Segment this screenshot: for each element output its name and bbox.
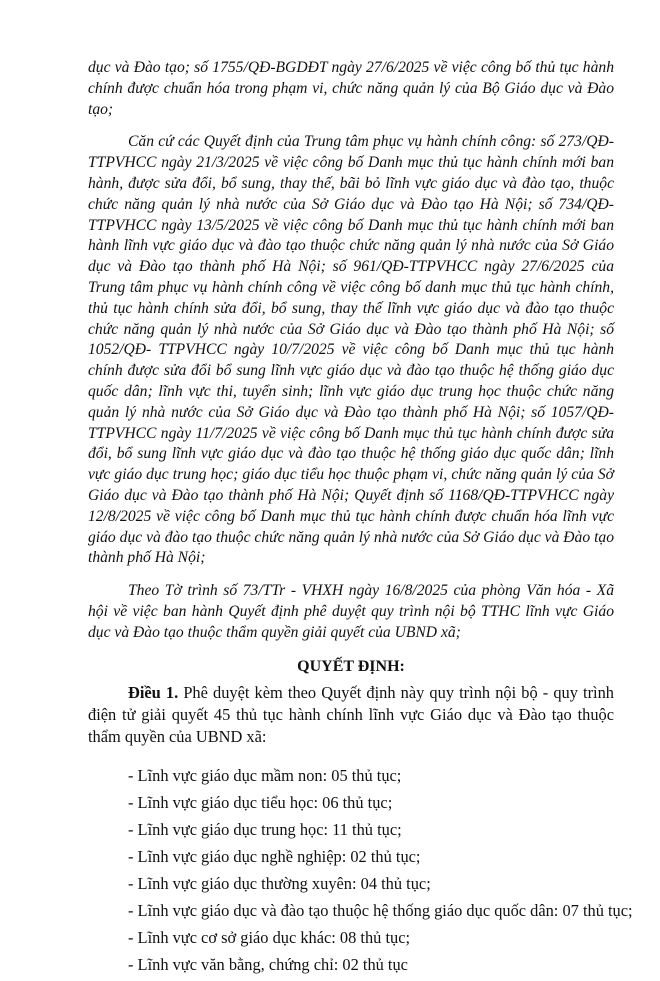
list-item: - Lĩnh vực văn bằng, chứng chỉ: 02 thủ tục	[128, 955, 408, 975]
list-item: - Lĩnh vực giáo dục nghề nghiệp: 02 thủ tục;	[128, 847, 421, 867]
list-item: - Lĩnh vực giáo dục tiểu học: 06 thủ tục;	[128, 793, 393, 813]
preamble-basis-decisions: Căn cứ các Quyết định của Trung tâm phục vụ hành chính công: số 273/QĐ-TTPVHCC ngày 21/3/2025 về việc công bố Danh mục thủ tục hành chính mới ban hành, được sửa đổi, bổ sung, thay thế, bãi bỏ lĩnh vực giáo dục và đào tạo, thuộc chức năng quản lý nhà nước của Sở Giáo dục và Đào tạo Hà Nội; số 734/QĐ- TTPVHCC ngày 13/5/2025 về việc công bố Danh mục thủ tục hành chính mới ban hành lĩnh vực giáo dục và đào tạo thuộc chức năng quản lý nhà nước của Sở Giáo dục và Đào tạo thành phố Hà Nội; số 961/QĐ-TTPVHCC ngày 27/6/2025 của Trung tâm phục vụ hành chính công về việc công bố danh mục thủ tục hành chính, thủ tục hành chính sửa đổi, bổ sung, thay thế lĩnh vực giáo dục và đào tạo thuộc chức năng quản lý nhà nước của Sở Giáo dục và Đào tạo thành phố Hà Nội; số 1052/QĐ- TTPVHCC ngày 10/7/2025 về việc công bố Danh mục thủ tục hành chính được sửa đổi bổ sung lĩnh vực giáo dục và đào tạo thuộc hệ thống giáo dục quốc dân; lĩnh vực thi, tuyển sinh; lĩnh vực giáo dục trung học thuộc chức năng quản lý nhà nước của Sở Giáo dục và Đào tạo thành phố Hà Nội; số 1057/QĐ-TTPVHCC ngày 11/7/2025 về việc công bố Danh mục thủ tục hành chính được sửa đổi, bổ sung lĩnh vực giáo dục và đào tạo thuộc hệ thống giáo dục quốc dân; lĩnh vực giáo dục trung học; giáo dục tiểu học thuộc phạm vi, chức năng quản lý của Sở Giáo dục và Đào tạo thành phố Hà Nội; Quyết định số 1168/QĐ-TTPVHCC ngày 12/8/2025 về việc công bố Danh mục thủ tục hành chính được chuẩn hóa lĩnh vực giáo dục và đào tạo thuộc chức năng quản lý nhà nước của Sở Giáo dục và Đào tạo thành phố Hà Nội;	[88, 133, 614, 567]
article-1-label: Điều 1.	[128, 682, 179, 702]
list-item: - Lĩnh vực cơ sở giáo dục khác: 08 thủ tục;	[128, 928, 411, 948]
article-1-text: Phê duyệt kèm theo Quyết định này quy trình nội bộ - quy trình điện tử giải quyết 45 thủ tục hành chính lĩnh vực Giáo dục và Đào tạo thuộc thẩm quyền của UBND xã:	[88, 682, 614, 747]
document-page	[88, 58, 633, 981]
decision-heading: QUYẾT ĐỊNH:	[297, 657, 405, 675]
list-item: - Lĩnh vực giáo dục trung học: 11 thủ tục;	[128, 820, 402, 840]
article-1	[88, 682, 614, 749]
list-item: - Lĩnh vực giáo dục mầm non: 05 thủ tục;	[128, 766, 402, 786]
list-item: - Lĩnh vực giáo dục thường xuyên: 04 thủ tục;	[128, 874, 431, 894]
preamble-continuation: dục và Đào tạo; số 1755/QĐ-BGDĐT ngày 27/6/2025 về việc công bố thủ tục hành chính được chuẩn hóa trong phạm vi, chức năng quản lý của Bộ Giáo dục và Đào tạo;	[88, 59, 614, 118]
preamble-proposal: Theo Tờ trình số 73/TTr - VHXH ngày 16/8/2025 của phòng Văn hóa - Xã hội về việc ban hành Quyết định phê duyệt quy trình nội bộ TTHC lĩnh vực Giáo dục và Đào tạo thuộc thẩm quyền giải quyết của UBND xã;	[88, 582, 614, 641]
procedure-category-list	[88, 765, 633, 976]
list-item: - Lĩnh vực giáo dục và đào tạo thuộc hệ thống giáo dục quốc dân: 07 thủ tục;	[128, 901, 633, 921]
